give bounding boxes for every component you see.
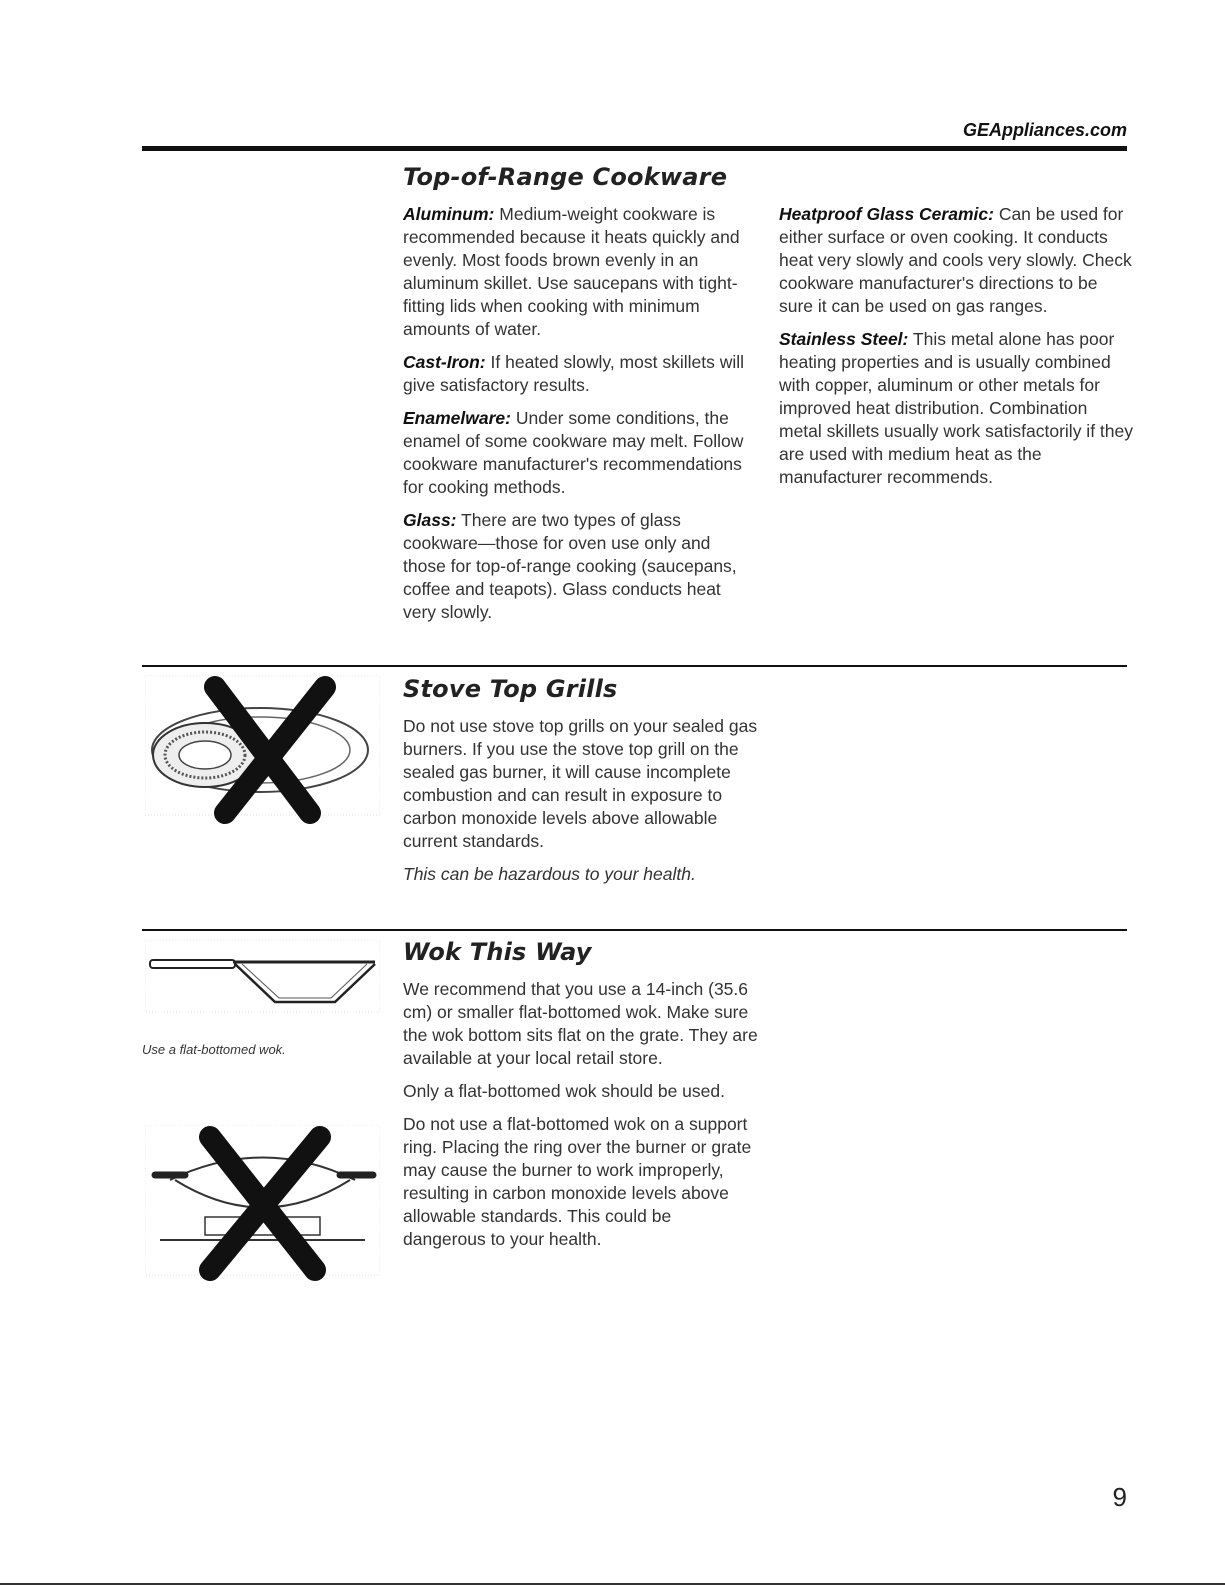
cookware-item: Aluminum: Medium-weight cookware is recommended because it heats quickly and evenly. Most foods brown evenly in an aluminum skillet. Use saucepans with tight-fitting lids when cooking with minimum amounts of water. (403, 204, 740, 339)
cookware-item: Enamelware: Under some conditions, the enamel of some cookware may melt. Follow cookware manufacturer's recommendations for cooking methods. (403, 408, 744, 497)
wok-body (403, 978, 758, 1261)
cookware-item: Cast-Iron: If heated slowly, most skillets will give satisfactory results. (403, 352, 745, 395)
grills-text: Do not use stove top grills on your sealed gas burners. If you use the stove top grill on the sealed gas burner, it will cause incomplete combustion and can result in exposure to carbon monoxide levels above allowable current standards. (403, 716, 758, 851)
cookware-column-left (403, 203, 758, 634)
cookware-title: Top-of-Range Cookware (403, 163, 728, 191)
wok-title: Wok This Way (403, 938, 592, 966)
grills-title: Stove Top Grills (403, 675, 618, 703)
grills-body (403, 715, 758, 896)
section-rule (142, 929, 1127, 931)
stove-grill-crossed-illustration (145, 675, 380, 825)
page-number: 9 (1112, 1482, 1127, 1512)
wok-text: Only a flat-bottomed wok should be used. (403, 1081, 725, 1101)
section-rule (142, 665, 1127, 667)
cookware-item: Stainless Steel: This metal alone has poor heating properties and is usually combined with copper, aluminum or other metals for improved heat distribution. Combination metal skillets usually work satisfactorily if they are used with medium heat as the manufacturer recommends. (779, 329, 1133, 487)
cookware-column-right (779, 203, 1134, 499)
wok-text: We recommend that you use a 14-inch (35.6 cm) or smaller flat-bottomed wok. Make sure the wok bottom sits flat on the grate. They are available at your local retail store. (403, 979, 758, 1068)
wok-on-ring-crossed-illustration (145, 1125, 380, 1285)
header-rule (142, 146, 1127, 151)
wok-caption: Use a flat-bottomed wok. (142, 1042, 286, 1057)
site-url: GEAppliances.com (962, 120, 1127, 140)
wok-text: Do not use a flat-bottomed wok on a support ring. Placing the ring over the burner or grate may cause the burner to work improperly, resulting in carbon monoxide levels above allowable standards. This could be dangerous to your health. (403, 1114, 752, 1249)
grills-warning: This can be hazardous to your health. (403, 864, 696, 884)
cookware-item: Glass: There are two types of glass cookware—those for oven use only and those for top-of-range cooking (saucepans, coffee and teapots). Glass conducts heat very slowly. (403, 510, 737, 622)
flat-bottomed-wok-illustration (145, 940, 380, 1015)
cookware-item: Heatproof Glass Ceramic: Can be used for either surface or oven cooking. It conducts heat very slowly and cools very slowly. Check cookware manufacturer's directions to be sure it can be used on gas ranges. (779, 204, 1132, 316)
